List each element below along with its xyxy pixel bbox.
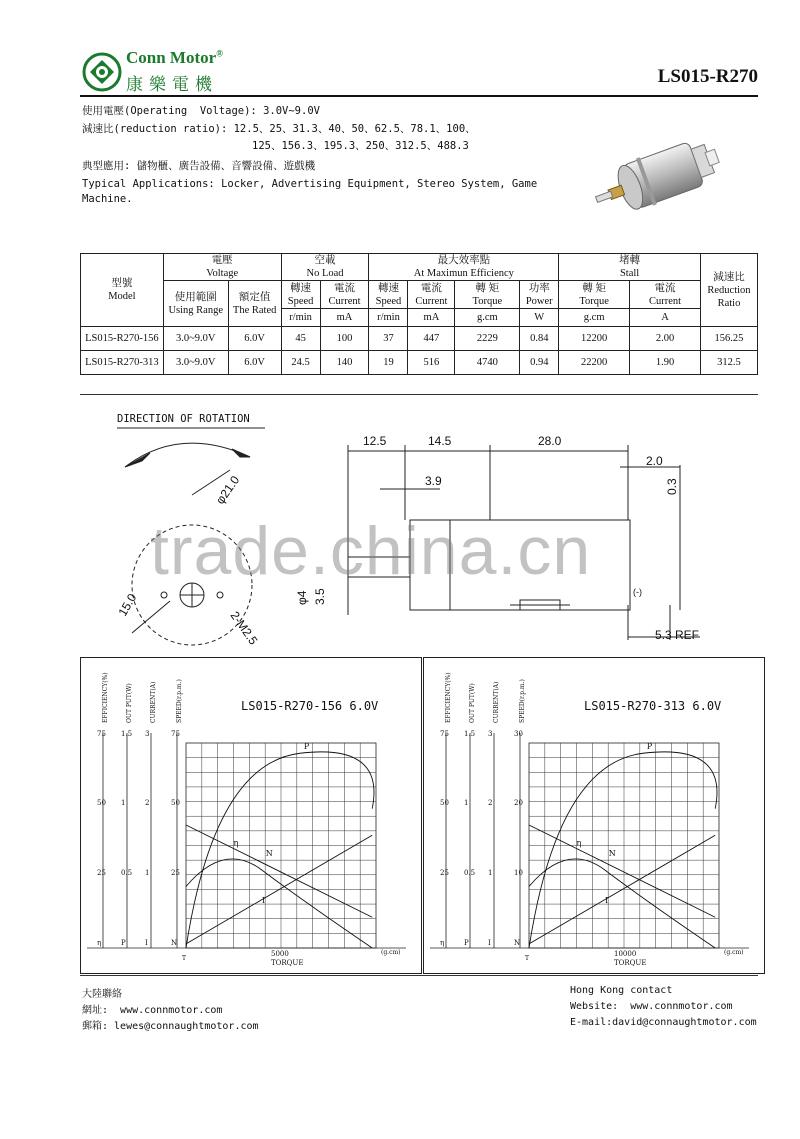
axis-label: CURRENT(A) (150, 681, 157, 723)
curve-label-i: I (262, 895, 266, 905)
contact-hk-mail[interactable]: E-mail:david@connaughtmotor.com (570, 1017, 757, 1028)
curve-label-i: I (605, 895, 609, 905)
col-noload: 空載 No Load (281, 254, 369, 281)
axis-tick: 25 (171, 869, 180, 877)
dim-3-9: 3.9 (425, 474, 442, 488)
curve-label-n: N (265, 848, 273, 858)
spec-applications-en1: Typical Applications: Locker, Advertising Equipment, Stereo System, Game (82, 178, 538, 190)
bottom-symbol: P (464, 939, 469, 947)
x-unit: (g.cm) (381, 949, 401, 956)
spec-ratio-line1: 減速比(reduction ratio): 12.5、25、31.3、40、50、62.5、78.1、100、 (82, 123, 476, 135)
contact-mainland-web[interactable]: 網址: www.connmotor.com (82, 1005, 223, 1016)
x-unit: (g.cm) (724, 949, 744, 956)
page-title: LS015-R270 (657, 66, 758, 87)
axis-tick: 1 (488, 869, 493, 877)
graph-title: LS015-R270-313 6.0V (584, 699, 722, 713)
section-divider (80, 394, 758, 395)
axis-tick: 75 (171, 730, 180, 738)
dim-phi21: φ21.0 (212, 473, 243, 507)
col-model: 型號 Model (81, 254, 164, 327)
axis-tick: 2 (488, 799, 493, 807)
contact-hk-web[interactable]: Website: www.connmotor.com (570, 1001, 733, 1012)
axis-tick: 1 (464, 799, 469, 807)
dim-15-0: 15.0 (115, 591, 140, 619)
brand-name-cn: 康樂電機 (126, 75, 218, 95)
footer-divider (80, 975, 758, 976)
axis-tick: 50 (97, 799, 106, 807)
axis-label: OUT PUT(W) (126, 683, 133, 723)
motor-photo (590, 130, 740, 230)
axis-label: EFFICIENCY(%) (445, 672, 452, 723)
contact-mainland-title: 大陸聯絡 (82, 989, 122, 1000)
t-label: T (182, 955, 187, 962)
dim-0-3: 0.3 (665, 478, 679, 495)
bottom-symbol: P (121, 939, 126, 947)
x-tick: 10000 (614, 950, 637, 958)
dim-3-5: 3.5 (313, 588, 327, 605)
dim-2-0: 2.0 (646, 454, 663, 468)
dim-phi4: φ4 (295, 590, 309, 605)
bottom-symbol: N (514, 939, 521, 947)
bottom-symbol: I (145, 939, 148, 947)
curve-label-eta: η (576, 838, 582, 848)
perf-graph-156 (80, 657, 422, 974)
bottom-symbol: η (97, 939, 102, 947)
axis-tick: 2 (145, 799, 150, 807)
axis-tick: 3 (145, 730, 150, 738)
axis-tick: 3 (488, 730, 493, 738)
col-maxeff: 最大效率點 At Maximun Efficiency (369, 254, 559, 281)
axis-label: EFFICIENCY(%) (102, 672, 109, 723)
spec-voltage: 使用電壓(Operating Voltage): 3.0V~9.0V (82, 105, 320, 117)
axis-tick: 1.5 (121, 730, 133, 738)
axis-tick: 0.5 (121, 869, 133, 877)
curve-label-p: P (646, 742, 653, 752)
t-label: T (525, 955, 530, 962)
company-logo (82, 52, 122, 92)
axis-tick: 20 (514, 799, 523, 807)
axis-tick: 75 (97, 730, 106, 738)
axis-label: SPEED(r.p.m.) (176, 679, 183, 723)
brand-name-en: Conn Motor® (126, 48, 223, 67)
curve-label-n: N (608, 848, 616, 858)
axis-tick: 1 (121, 799, 126, 807)
axis-label: CURRENT(A) (493, 681, 500, 723)
x-tick: 5000 (271, 950, 289, 958)
bottom-symbol: η (440, 939, 445, 947)
spec-applications-en2: Machine. (82, 193, 133, 205)
dim-5-3-ref: 5.3 REF (655, 628, 700, 642)
spec-applications-cn: 典型應用: 儲物櫃、廣告設備、音響設備、遊戲機 (82, 160, 316, 172)
contact-mainland-mail[interactable]: 郵箱: lewes@connaughtmotor.com (82, 1021, 259, 1032)
axis-tick: 30 (514, 730, 523, 738)
watermark: trade.china.cn (150, 513, 592, 589)
x-label: TORQUE (271, 959, 304, 967)
axis-tick: 75 (440, 730, 449, 738)
table-row: LS015-R270-313 3.0~9.0V 6.0V 24.5 140 19 516 4740 0.94 22200 1.90 312.5 (81, 351, 758, 375)
spec-ratio-line2: 125、156.3、195.3、250、312.5、488.3 (252, 140, 469, 152)
header-divider (80, 95, 758, 97)
x-label: TORQUE (614, 959, 647, 967)
rotation-title: DIRECTION OF ROTATION (117, 413, 250, 425)
axis-tick: 50 (171, 799, 180, 807)
minus-terminal: (-) (633, 587, 642, 597)
bottom-symbol: N (171, 939, 178, 947)
perf-graph-313 (423, 657, 765, 974)
axis-tick: 50 (440, 799, 449, 807)
contact-hk-title: Hong Kong contact (570, 985, 673, 996)
dim-2-m2-5: 2-M2.5 (227, 608, 261, 648)
axis-label: SPEED(r.p.m.) (519, 679, 526, 723)
col-stall: 堵轉 Stall (559, 254, 701, 281)
axis-tick: 25 (97, 869, 106, 877)
axis-label: OUT PUT(W) (469, 683, 476, 723)
curve-label-eta: η (233, 838, 239, 848)
dim-12-5: 12.5 (363, 434, 387, 448)
dim-14-5: 14.5 (428, 434, 452, 448)
axis-tick: 0.5 (464, 869, 476, 877)
axis-tick: 25 (440, 869, 449, 877)
bottom-symbol: I (488, 939, 491, 947)
axis-tick: 1 (145, 869, 150, 877)
axis-tick: 10 (514, 869, 523, 877)
curve-label-p: P (303, 742, 310, 752)
col-ratio: 減速比 Reduction Ratio (700, 254, 757, 327)
table-row: LS015-R270-156 3.0~9.0V 6.0V 45 100 37 447 2229 0.84 12200 2.00 156.25 (81, 327, 758, 351)
col-voltage: 電壓 Voltage (163, 254, 281, 281)
spec-table: 型號 Model 電壓 Voltage 空載 No Load 最大效率點 At Maximun Efficiency 堵轉 Stall 減速比 Reduction Ratio 使用範圍 Using Range 額定值 The Rated 轉速 Speed 電流 Current 轉速 Speed 電流 Current 轉 矩 Torque 功率 Power 轉 矩 Torque 電流 Current r/min mA r/min mA g.cm W g.cm A LS015-R270-156 3.0~9.0V 6.0V 45 100 37 447 2229 0.84 12200 2.00 156.25 LS015-R270-313 3.0~9.0V 6.0V 24.5 140 19 516 4740 0.94 22200 1.90 312.5 (80, 253, 758, 375)
dim-28-0: 28.0 (538, 434, 562, 448)
graph-title: LS015-R270-156 6.0V (241, 699, 379, 713)
axis-tick: 1.5 (464, 730, 476, 738)
